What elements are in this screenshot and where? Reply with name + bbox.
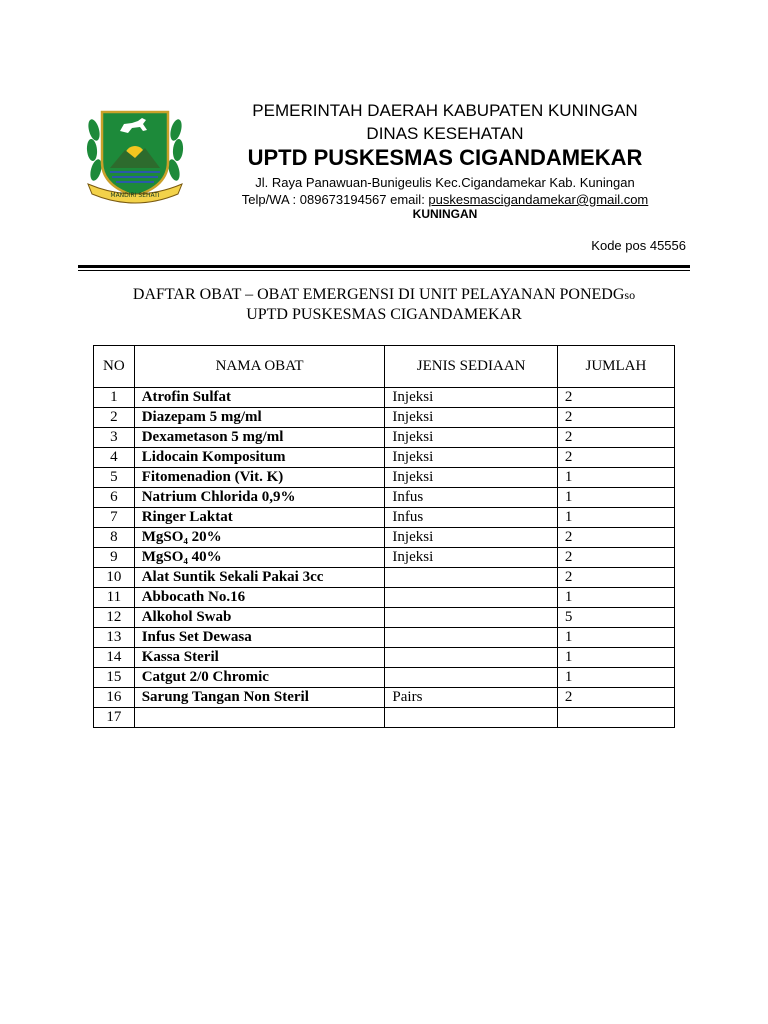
cell-name: MgSO₄ 40% bbox=[134, 548, 385, 568]
cell-name: Alkohol Swab bbox=[134, 608, 385, 628]
cell-name: Fitomenadion (Vit. K) bbox=[134, 468, 385, 488]
cell-qty: 1 bbox=[557, 508, 674, 528]
cell-name: Diazepam 5 mg/ml bbox=[134, 408, 385, 428]
table-row bbox=[94, 488, 675, 508]
cell-form bbox=[385, 668, 557, 688]
cell-name: Sarung Tangan Non Steril bbox=[134, 688, 385, 708]
header-name: NAMA OBAT bbox=[134, 346, 385, 388]
cell-no: 10 bbox=[94, 568, 135, 588]
cell-form: Injeksi bbox=[385, 468, 557, 488]
cell-qty: 1 bbox=[557, 488, 674, 508]
letterhead-divider-thick bbox=[78, 265, 690, 268]
header-qty: JUMLAH bbox=[557, 346, 674, 388]
cell-no: 4 bbox=[94, 448, 135, 468]
cell-qty: 2 bbox=[557, 428, 674, 448]
cell-qty: 1 bbox=[557, 668, 674, 688]
cell-form: Pairs bbox=[385, 688, 557, 708]
cell-qty: 2 bbox=[557, 568, 674, 588]
cell-form: Injeksi bbox=[385, 428, 557, 448]
cell-qty: 2 bbox=[557, 528, 674, 548]
contact-email-link[interactable]: puskesmascigandamekar@gmail.com bbox=[428, 192, 649, 207]
cell-name: Alat Suntik Sekali Pakai 3cc bbox=[134, 568, 385, 588]
cell-no: 2 bbox=[94, 408, 135, 428]
cell-no: 17 bbox=[94, 708, 135, 728]
title-main: DAFTAR OBAT – OBAT EMERGENSI DI UNIT PELAYANAN PONEDG bbox=[132, 286, 625, 303]
cell-form: Infus bbox=[385, 508, 557, 528]
table-row bbox=[94, 688, 675, 708]
cell-no: 8 bbox=[94, 528, 135, 548]
cell-no: 9 bbox=[94, 548, 135, 568]
table-row bbox=[94, 648, 675, 668]
table-row bbox=[94, 448, 675, 468]
cell-qty: 1 bbox=[557, 468, 674, 488]
cell-name: Kassa Steril bbox=[134, 648, 385, 668]
postal-code: Kode pos 45556 bbox=[591, 238, 686, 253]
table-row bbox=[94, 528, 675, 548]
table-row bbox=[94, 588, 675, 608]
cell-form: Injeksi bbox=[385, 388, 557, 408]
letterhead-divider-thin bbox=[78, 270, 690, 271]
cell-name: Natrium Chlorida 0,9% bbox=[134, 488, 385, 508]
table-body bbox=[94, 388, 675, 728]
cell-name: Abbocath No.16 bbox=[134, 588, 385, 608]
cell-name: Infus Set Dewasa bbox=[134, 628, 385, 648]
title-suffix: so bbox=[624, 288, 636, 302]
table-row bbox=[94, 568, 675, 588]
document-subtitle: UPTD PUSKESMAS CIGANDAMEKAR bbox=[246, 306, 522, 323]
cell-no: 11 bbox=[94, 588, 135, 608]
table-row bbox=[94, 668, 675, 688]
header-city: KUNINGAN bbox=[412, 207, 478, 221]
document-title bbox=[60, 286, 708, 304]
cell-no: 13 bbox=[94, 628, 135, 648]
cell-form bbox=[385, 628, 557, 648]
cell-no: 7 bbox=[94, 508, 135, 528]
cell-form: Injeksi bbox=[385, 408, 557, 428]
table-row bbox=[94, 468, 675, 488]
cell-form bbox=[385, 648, 557, 668]
cell-qty: 2 bbox=[557, 688, 674, 708]
cell-no: 15 bbox=[94, 668, 135, 688]
cell-no: 12 bbox=[94, 608, 135, 628]
cell-qty: 2 bbox=[557, 408, 674, 428]
emblem-motto: MANDIRI SEHATI bbox=[110, 192, 160, 199]
cell-form: Injeksi bbox=[385, 548, 557, 568]
cell-name: Lidocain Kompositum bbox=[134, 448, 385, 468]
table-row bbox=[94, 548, 675, 568]
cell-name: MgSO₄ 20% bbox=[134, 528, 385, 548]
cell-qty: 5 bbox=[557, 608, 674, 628]
header-department: DINAS KESEHATAN bbox=[366, 124, 524, 143]
cell-name: Dexametason 5 mg/ml bbox=[134, 428, 385, 448]
cell-form bbox=[385, 568, 557, 588]
header-no: NO bbox=[94, 346, 135, 388]
header-form: JENIS SEDIAAN bbox=[385, 346, 557, 388]
medicine-table bbox=[93, 345, 675, 728]
cell-no: 1 bbox=[94, 388, 135, 408]
header-address: Jl. Raya Panawuan-Bunigeulis Kec.Cigandamekar Kab. Kuningan bbox=[255, 175, 635, 190]
cell-form: Infus bbox=[385, 488, 557, 508]
table-row bbox=[94, 408, 675, 428]
table-row bbox=[94, 628, 675, 648]
table-row bbox=[94, 608, 675, 628]
cell-no: 3 bbox=[94, 428, 135, 448]
cell-form bbox=[385, 708, 557, 728]
cell-form: Injeksi bbox=[385, 448, 557, 468]
cell-name: Catgut 2/0 Chromic bbox=[134, 668, 385, 688]
cell-qty: 1 bbox=[557, 588, 674, 608]
cell-qty: 2 bbox=[557, 388, 674, 408]
cell-name: Atrofin Sulfat bbox=[134, 388, 385, 408]
table-row bbox=[94, 708, 675, 728]
header-institution: UPTD PUSKESMAS CIGANDAMEKAR bbox=[247, 145, 643, 170]
table-row bbox=[94, 428, 675, 448]
cell-form bbox=[385, 588, 557, 608]
cell-no: 14 bbox=[94, 648, 135, 668]
cell-form bbox=[385, 608, 557, 628]
kuningan-regency-emblem bbox=[80, 100, 190, 210]
contact-phone: Telp/WA : 089673194567 email: bbox=[241, 192, 429, 207]
cell-name bbox=[134, 708, 385, 728]
cell-form: Injeksi bbox=[385, 528, 557, 548]
cell-no: 5 bbox=[94, 468, 135, 488]
cell-qty: 1 bbox=[557, 648, 674, 668]
cell-no: 6 bbox=[94, 488, 135, 508]
cell-qty bbox=[557, 708, 674, 728]
table-row bbox=[94, 388, 675, 408]
cell-qty: 2 bbox=[557, 448, 674, 468]
table-header-row bbox=[94, 346, 675, 388]
table-row bbox=[94, 508, 675, 528]
cell-name: Ringer Laktat bbox=[134, 508, 385, 528]
header-government: PEMERINTAH DAERAH KABUPATEN KUNINGAN bbox=[252, 101, 638, 120]
header-contact bbox=[190, 192, 700, 207]
cell-qty: 1 bbox=[557, 628, 674, 648]
cell-no: 16 bbox=[94, 688, 135, 708]
cell-qty: 2 bbox=[557, 548, 674, 568]
